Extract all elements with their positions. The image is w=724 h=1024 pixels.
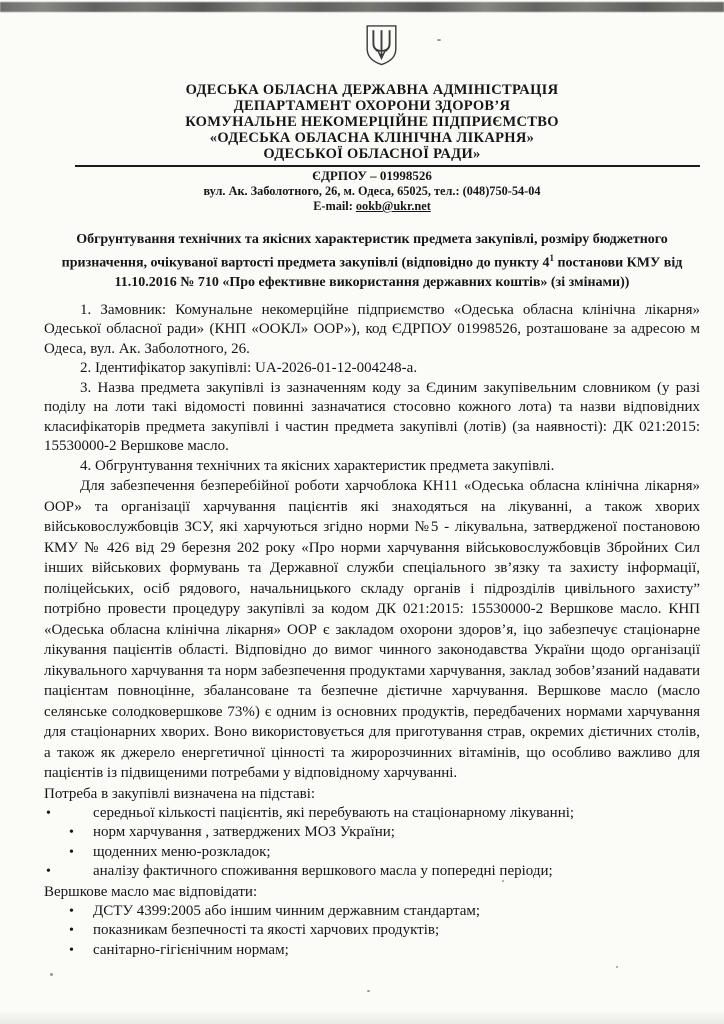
scan-speck — [50, 973, 53, 976]
list-item: • санітарно-гігієнічним нормам; — [44, 941, 700, 961]
org-line-hospital: «ОДЕСЬКА ОБЛАСНА КЛІНІЧНА ЛІКАРНЯ» — [209, 130, 535, 146]
email-link[interactable]: ookb@ukr.net — [355, 199, 431, 213]
organization-header — [44, 82, 700, 162]
emblem-wrap — [44, 24, 700, 64]
title-part-1: Обгрунтування технічних та якісних характеристик предмета закупівлі, розміру бюджетного призначення, очікуваної вартості предмета закупівлі (відповідно до пункту 4 — [61, 232, 668, 271]
scan-artifact-top-band — [0, 2, 724, 12]
org-line-enterprise: КОМУНАЛЬНЕ НЕКОМЕРЦІЙНЕ ПІДПРИЄМСТВО — [185, 114, 559, 130]
org-line-department: ДЕПАРТАМЕНТ ОХОРОНИ ЗДОРОВ’Я — [233, 98, 511, 114]
edrpou-line: ЄДРПОУ – 01998526 — [312, 168, 432, 183]
email-line — [44, 199, 700, 213]
header-divider — [75, 165, 700, 167]
paragraph-justification-heading: 4. Обгрунтування технічних та якісних характеристик предмета закупівлі. — [80, 457, 555, 474]
paragraph-procurement-id: 2. Ідентифікатор закупівлі: UA-2026-01-12-004248-a. — [80, 360, 418, 377]
list-item: • середньої кількості пацієнтів, які перебувають на стаціонарному лікуванні; — [44, 804, 700, 824]
email-label: E-mail: — [313, 199, 356, 213]
document-title — [51, 230, 693, 292]
list-item: • ДСТУ 4399:2005 або іншим чинним державним стандартам; — [44, 902, 700, 922]
compliance-heading: Вершкове масло має відповідати: — [44, 883, 258, 900]
need-basis-list — [44, 804, 700, 882]
list-item: • щоденних меню-розкладок; — [44, 843, 700, 863]
scan-speck — [502, 880, 504, 882]
scan-speck — [616, 966, 618, 968]
need-basis-heading: Потреба в закупівлі визначена на підставі: — [44, 785, 316, 802]
title-superscript: 1 — [549, 253, 554, 263]
org-line-administration: ОДЕСЬКА ОБЛАСНА ДЕРЖАВНА АДМІНІСТРАЦІЯ — [185, 82, 559, 98]
title-part-2: постанови КМУ від 11.10.2016 № 710 «Про ефективне використання державних коштів» (зі змінами)) — [114, 255, 683, 290]
paragraph-subject-name: 3. Назва предмета закупівлі із зазначенням коду за Єдиним закупівельним словником (у разі поділу на лоти такі відомості повинні зазначатися стосовно кожного лота) та назви відповідних класифікаторів предмета закупівлі і частин предмета закупівлі (лотів) (за наявності): ДК 021:2015: 15530000-2 Вершкове масло. — [44, 379, 700, 455]
document-content — [44, 12, 700, 960]
org-line-council: ОДЕСЬКОЇ ОБЛАСНОЇ РАДИ» — [263, 146, 481, 162]
address-line: вул. Ак. Заболотного, 26, м. Одеса, 65025, тел.: (048)750-54-04 — [203, 184, 541, 198]
scan-artifact-bottom-band — [0, 1012, 724, 1024]
list-item: • показникам безпечності та якості харчових продуктів; — [44, 921, 700, 941]
list-item: • аналізу фактичного споживання вершкового масла у попередні періоди; — [44, 862, 700, 882]
scan-speck — [367, 990, 370, 992]
compliance-list — [44, 902, 700, 961]
ukraine-trident-icon — [364, 24, 399, 66]
scan-speck — [437, 39, 441, 41]
list-item: • норм харчування , затверджених МОЗ України; — [44, 823, 700, 843]
paragraph-customer: 1. Замовник: Комунальне некомерційне підприємство «Одеська обласна клінічна лікарня» Одеської обласної ради» (КНП «ООКЛ» ООР»), код ЄДРПОУ 01998526, розташоване за адресою м Одеса, вул. Ак. Заболотного, 26. — [44, 301, 700, 357]
paragraph-justification-body: Для забезпечення безперебійної роботи харчоблока КН11 «Одеська обласна клінічна лікарня» ООР» та організації харчування пацієнтів які знаходяться на лікуванні, а також хворих військовослужбовців ЗСУ, які харчуються згідно норми №5 - лікувальна, затвердженої постановою КМУ № 426 від 29 березня 202 року «Про норми харчування військовослужбовців Збройних Сил інших військових формувань та Державної служби спеціального зв’язку та захисту інформації, поліцейських, осіб рядового, начальницького складу органів і підрозділів цивільного захисту” потрібно провести процедуру закупівлі за кодом ДК 021:2015: 15530000-2 Вершкове масло. КНП «Одеська обласна клінічна лікарня» ООР є закладом охорони здоров’я, іцо забезпечує стаціонарне лікування пацієнтів області. Відповідно до вимог чинного законодавства України щодо організації лікувального харчування та норм забезпечення продуктами харчування, заклад зобов’язаний надавати пацієнтам повноцінне, збалансоване та безпечне дієтичне харчування. Вершкове масло (масло селянське солодковершкове 73%) є одним із основних продуктів, передбачених нормами харчування для стаціонарних хворих. Воно використовується для приготування страв, окремих дієтичних столів, а також як джерело енергетичної цінності та жиророзчинних вітамінів, що особливо важливо для пацієнтів із підвищеними потребами у відповідному харчуванні. — [44, 478, 700, 782]
